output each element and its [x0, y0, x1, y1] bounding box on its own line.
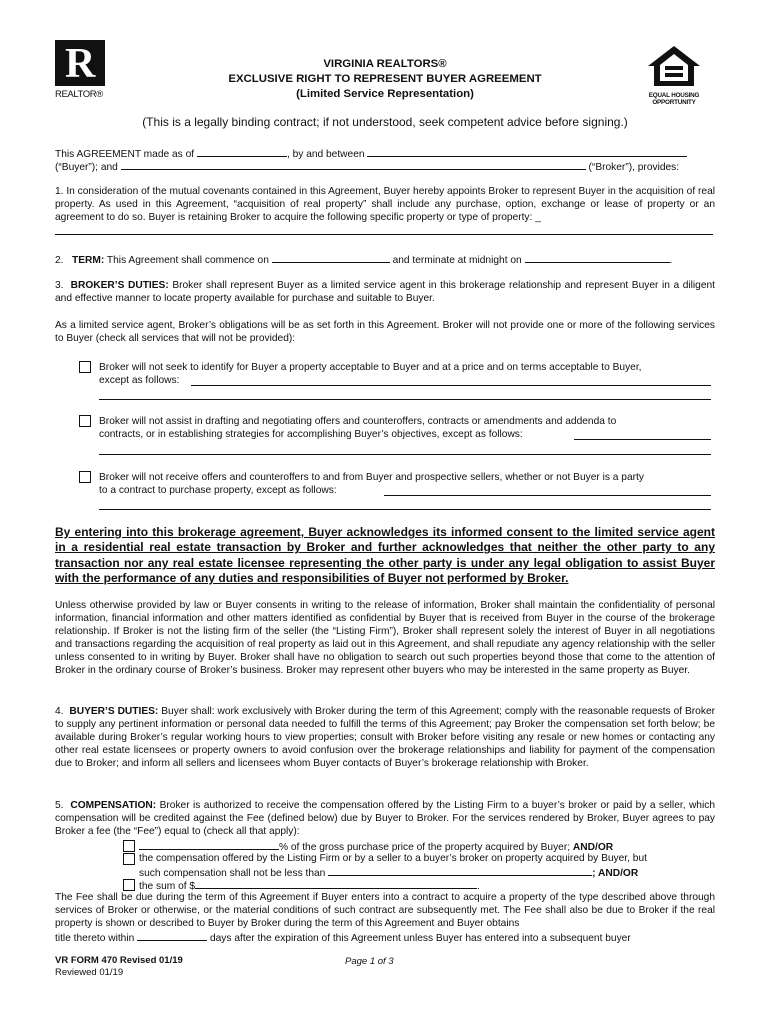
fee-sum-checkbox[interactable] — [123, 879, 135, 891]
fee-sum-line: the sum of $ . — [139, 878, 719, 893]
footer-reviewed: Reviewed 01/19 — [55, 967, 124, 978]
realtor-logo-letter: R — [65, 41, 96, 87]
legal-notice: (This is a legally binding contract; if not understood, seek competent advice before signing.) — [142, 115, 628, 129]
section-2-number: 2. — [55, 255, 64, 266]
section-5-body: Broker is authorized to receive the compensation offered by the Listing Firm to a buyer’s broker or paid by a seller, which compensation will be credited against the Fee (defined below) due by Buyer to Broker. For the services rendered by Broker, Buyer agrees to pay Broker a fee (the “Fee”) equal to (check all that apply): — [55, 800, 715, 838]
property-description-field[interactable] — [55, 234, 713, 235]
equal-housing-logo — [644, 44, 704, 106]
fee-due-text: The Fee shall be due during the term of this Agreement if Buyer enters into a contract to acquire a property of the type described above through services of Broker or otherwise, or the material conditions of such contract are subsequently met. The Fee shall also be due to Broker if the real property is shown or described to Buyer by Broker during the term of this Agreement and Buyer obtains — [55, 892, 715, 930]
fee-minimum-field[interactable] — [328, 865, 592, 876]
intro-text-1: This AGREEMENT made as of — [55, 149, 195, 160]
title-line-3: (Limited Service Representation) — [296, 88, 474, 100]
fee-offered-line-1: the compensation offered by the Listing Firm or by a seller to a buyer’s broker on property acquired by Buyer, but — [139, 853, 647, 864]
title-line-1: VIRGINIA REALTORS® — [323, 58, 447, 70]
option-1-field-2[interactable] — [99, 399, 711, 400]
option-2-field-1[interactable] — [574, 439, 711, 440]
acknowledgement-text: By entering into this brokerage agreement, Buyer acknowledges its informed consent to the limited service agent in a residential real estate transaction by Broker and further acknowledges that neither the other party to any transaction nor any real estate licensee representing the other party is under any legal obligation to assist Buyer with the performance of any duties and responsibilities of Buyer not performed by Broker. — [55, 525, 715, 586]
fee-offered-text: such compensation shall not be less than — [139, 868, 326, 879]
option-3-field-2[interactable] — [99, 509, 711, 510]
section-2-heading: TERM: — [72, 255, 105, 266]
option-1-checkbox[interactable] — [79, 361, 91, 373]
section-2-text-1: This Agreement shall commence on — [106, 255, 269, 266]
section-1-text: 1. In consideration of the mutual covenants contained in this Agreement, Buyer hereby appoints Broker to represent Buyer in the acquisition of real property. As used in this Agreement, “acquisition of real property” shall include any purchase, option, exchange or lease of property or an agreement to do so. Buyer is retaining Broker to acquire the following specific property or type of property: _ — [55, 186, 715, 224]
footer-form-number: VR FORM 470 Revised 01/19 — [55, 955, 183, 966]
intro-text-3: (“Buyer”); and — [55, 162, 118, 173]
section-5-text — [55, 799, 715, 838]
fee-percent-andor: AND/OR — [572, 842, 614, 853]
document-title — [150, 57, 620, 102]
fee-percent-text: % of the gross purchase price of the property acquired by Buyer; — [279, 842, 571, 853]
equal-housing-caption-1: EQUAL HOUSING — [648, 92, 700, 100]
realtor-logo-mark — [55, 40, 105, 86]
buyer-name-field[interactable] — [367, 146, 687, 157]
days-after-expiration-field[interactable] — [137, 930, 207, 941]
option-3-line-1: Broker will not receive offers and counteroffers to and from Buyer and prospective sellers, whether or not Buyer is a party — [99, 472, 644, 483]
fee-sum-text: the sum of $ — [139, 881, 196, 892]
fee-due-last-line — [55, 930, 717, 945]
equal-housing-icon — [646, 44, 702, 88]
section-4-number: 4. — [55, 706, 64, 717]
equal-housing-caption-2: OPPORTUNITY — [652, 99, 696, 107]
footer-page-number: Page 1 of 3 — [345, 956, 394, 967]
intro-text-4: (“Broker”), provides: — [588, 162, 680, 173]
section-3-heading: BROKER’S DUTIES: — [70, 280, 169, 291]
option-1-field-1[interactable] — [191, 385, 711, 386]
fee-due-text-1: title thereto within — [55, 933, 135, 944]
section-3-body: Broker shall represent Buyer as a limited service agent in this brokerage relationship and represent Buyer in a diligent and effective manner to locate property available for purchase and suitable to Buyer. — [55, 280, 715, 305]
section-5-number: 5. — [55, 800, 64, 811]
section-4-text — [55, 705, 715, 770]
option-1-line-2: except as follows: — [99, 375, 180, 386]
realtor-logo-caption: REALTOR® — [55, 89, 103, 100]
option-1-line-1: Broker will not seek to identify for Buyer a property acceptable to Buyer and at a price and on terms acceptable to Buyer, — [99, 362, 642, 373]
realtor-logo — [55, 40, 109, 101]
fee-offered-andor: ; AND/OR — [592, 868, 639, 879]
title-line-2: EXCLUSIVE RIGHT TO REPRESENT BUYER AGREEMENT — [228, 73, 542, 85]
fee-due-text-2: days after the expiration of this Agreement unless Buyer has entered into a subsequent buyer — [209, 933, 631, 944]
section-2-text-2: and terminate at midnight on — [392, 255, 522, 266]
term-start-field[interactable] — [272, 252, 390, 263]
option-2-checkbox[interactable] — [79, 415, 91, 427]
intro-line-2 — [55, 159, 715, 174]
option-2-line-1: Broker will not assist in drafting and negotiating offers and counteroffers, contracts or amendments and addenda to — [99, 416, 617, 427]
confidentiality-text: Unless otherwise provided by law or Buyer consents in writing to the release of information, Broker shall maintain the confidentiality of personal information, financial information and other matters identified as confidential by Buyer that is received from Buyer in the course of the brokerage relationship. If Broker is not the listing firm of the seller (the “Listing Firm”), Broker shall represent solely the interest of Buyer in all negotiations and transactions regarding the acquisition of real property as laid out in this Agreement, and shall repudiate any agency relationship with the seller unless consented to in writing by Buyer. Broker shall have no obligation to search out such properties beyond those that come to the attention of Broker in the ordinary course of Broker’s business. Broker may represent other buyers who may be interested in the same property as Buyer. — [55, 600, 715, 677]
option-3-checkbox[interactable] — [79, 471, 91, 483]
option-2-line-2: contracts, or in establishing strategies for accomplishing Buyer’s objectives, except as follows: — [99, 429, 523, 440]
agreement-date-field[interactable] — [197, 146, 287, 157]
intro-text-2: , by and between — [286, 149, 365, 160]
section-4-body: Buyer shall: work exclusively with Broker during the term of this Agreement; comply with the reasonable requests of Broker to supply any pertinent information or personal data needed to fulfill the terms of this Agreement; pay Broker the compensation set forth below; be available during Broker’s regular working hours to view properties; consult with Broker before visiting any resale or new homes or contacting any other real estate licensees or property owners to avoid confusion over the brokerage relationships and liability for payment of the compensation due to Broker; and inform all sellers and licensees whom Buyer contacts of Buyer’s brokerage relationship with Broker. — [55, 706, 715, 770]
section-3-text — [55, 279, 715, 305]
broker-name-field[interactable] — [121, 159, 586, 170]
fee-sum-field[interactable] — [195, 878, 477, 889]
footer-form-info — [55, 955, 183, 979]
option-3-line-2: to a contract to purchase property, except as follows: — [99, 485, 337, 496]
fee-percent-checkbox[interactable] — [123, 840, 135, 852]
section-5-heading: COMPENSATION: — [70, 800, 157, 811]
option-3-field-1[interactable] — [384, 495, 711, 496]
term-end-field[interactable] — [525, 252, 670, 263]
section-2: 2. TERM: This Agreement shall commence on and terminate at midnight on . — [55, 252, 715, 267]
section-3-number: 3. — [55, 280, 64, 291]
limited-service-text: As a limited service agent, Broker’s obligations will be as set forth in this Agreement. Broker will not provide one or more of the following services to Buyer (check all services that will not be provided): — [55, 320, 715, 345]
fee-offered-checkbox[interactable] — [123, 853, 135, 865]
fee-percent-field[interactable] — [139, 839, 279, 850]
option-2-field-2[interactable] — [99, 454, 711, 455]
section-4-heading: BUYER’S DUTIES: — [69, 706, 159, 717]
